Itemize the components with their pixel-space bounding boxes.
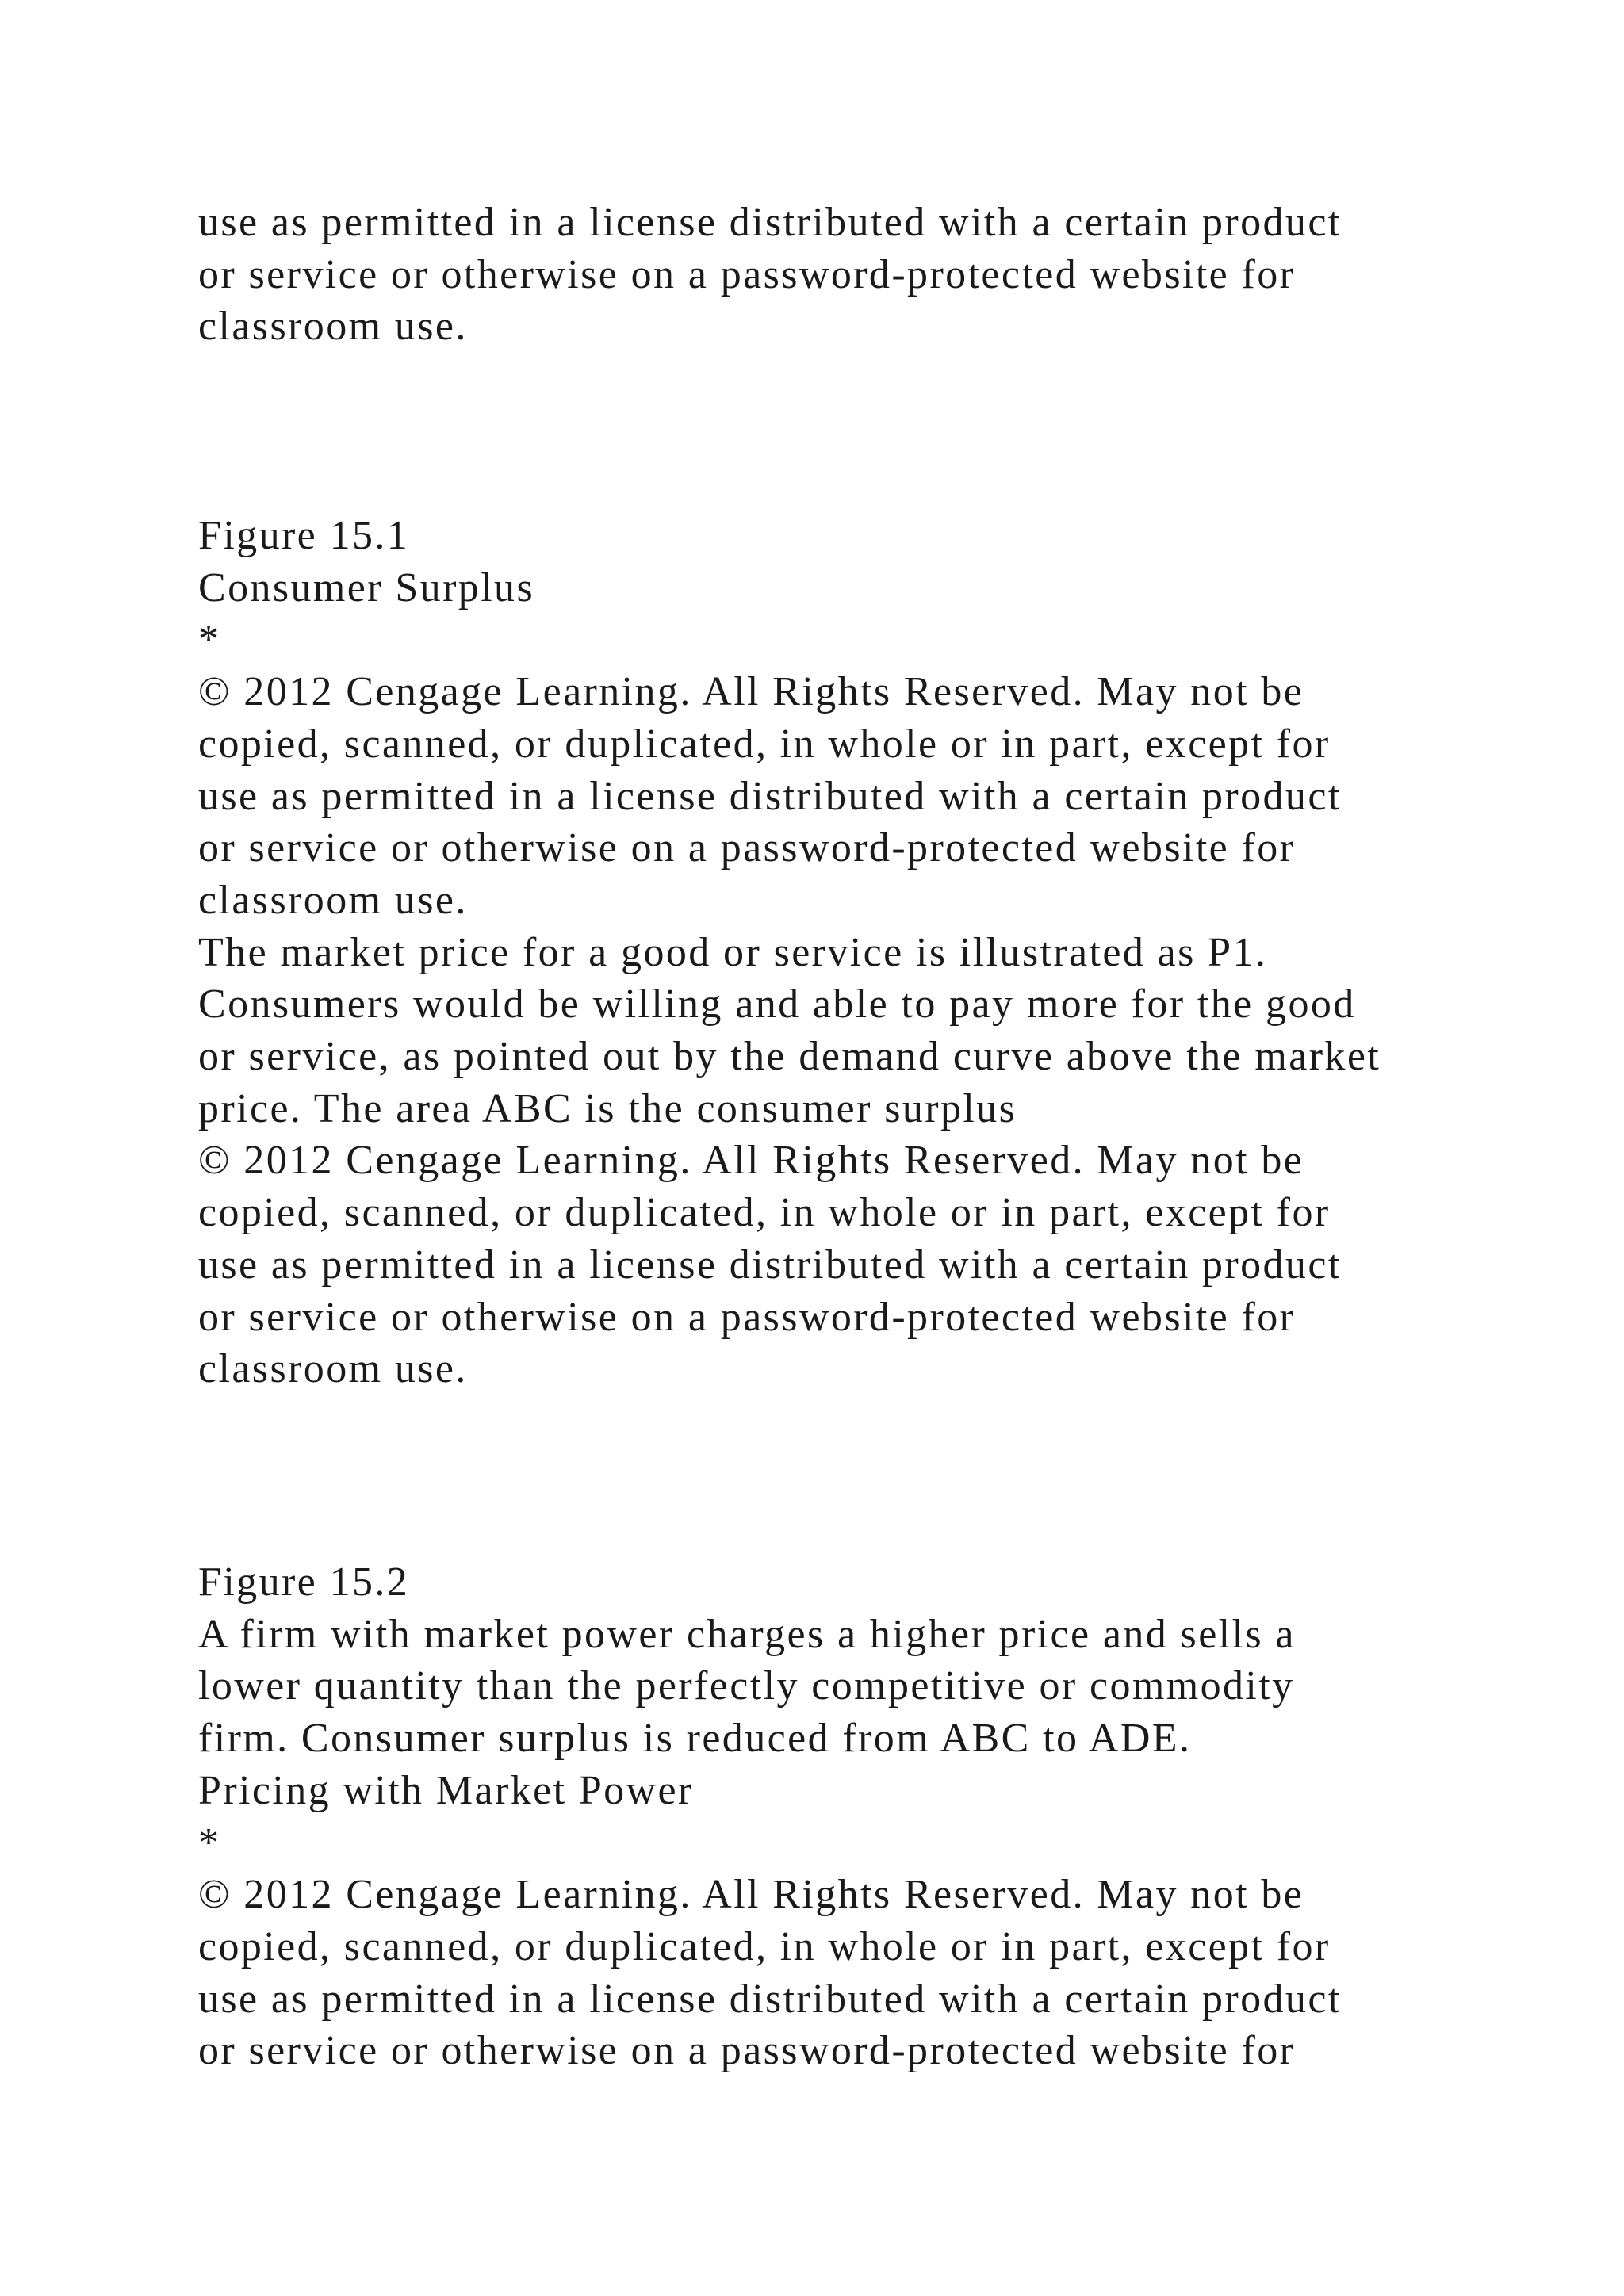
copyright-line: © 2012 Cengage Learning. All Rights Reserved. May not be: [198, 669, 1304, 715]
figure-title: Pricing with Market Power: [198, 1767, 694, 1813]
body-line: or service, as pointed out by the demand curve above the market: [198, 1034, 1381, 1080]
text-block-figure-15-2: [198, 1556, 1578, 2077]
body-line: lower quantity than the perfectly competitive or commodity: [198, 1663, 1295, 1709]
copyright-line: classroom use.: [198, 877, 468, 923]
text-line: or service or otherwise on a password-protected website for: [198, 251, 1296, 297]
copyright-line: copied, scanned, or duplicated, in whole or in part, except for: [198, 1923, 1331, 1969]
copyright-line: use as permitted in a license distributed with a certain product: [198, 1976, 1342, 2022]
body-line: A firm with market power charges a higher price and sells a: [198, 1611, 1296, 1657]
text-block-copyright-tail: [198, 197, 1578, 353]
figure-title: Consumer Surplus: [198, 564, 535, 610]
copyright-line: or service or otherwise on a password-protected website for: [198, 2028, 1296, 2074]
body-line: Consumers would be willing and able to pay more for the good: [198, 982, 1356, 1027]
body-line: The market price for a good or service is illustrated as P1.: [198, 929, 1268, 975]
asterisk-marker: *: [198, 617, 221, 663]
copyright-line: use as permitted in a license distributed with a certain product: [198, 1242, 1342, 1288]
body-line: firm. Consumer surplus is reduced from ABC to ADE.: [198, 1716, 1192, 1762]
text-block-figure-15-1: [198, 510, 1578, 1395]
copyright-line: copied, scanned, or duplicated, in whole or in part, except for: [198, 1190, 1331, 1236]
text-line: use as permitted in a license distributed with a certain product: [198, 200, 1342, 245]
copyright-line: copied, scanned, or duplicated, in whole or in part, except for: [198, 721, 1331, 767]
body-line: price. The area ABC is the consumer surplus: [198, 1085, 1017, 1131]
asterisk-marker: *: [198, 1820, 221, 1866]
copyright-line: or service or otherwise on a password-protected website for: [198, 1294, 1296, 1340]
copyright-line: classroom use.: [198, 1346, 468, 1392]
copyright-line: use as permitted in a license distributed with a certain product: [198, 773, 1342, 819]
copyright-line: or service or otherwise on a password-protected website for: [198, 825, 1296, 871]
copyright-line: © 2012 Cengage Learning. All Rights Reserved. May not be: [198, 1872, 1304, 1918]
copyright-line: © 2012 Cengage Learning. All Rights Reserved. May not be: [198, 1138, 1304, 1184]
figure-label: Figure 15.2: [198, 1559, 410, 1605]
figure-label: Figure 15.1: [198, 513, 410, 558]
text-line: classroom use.: [198, 304, 468, 350]
